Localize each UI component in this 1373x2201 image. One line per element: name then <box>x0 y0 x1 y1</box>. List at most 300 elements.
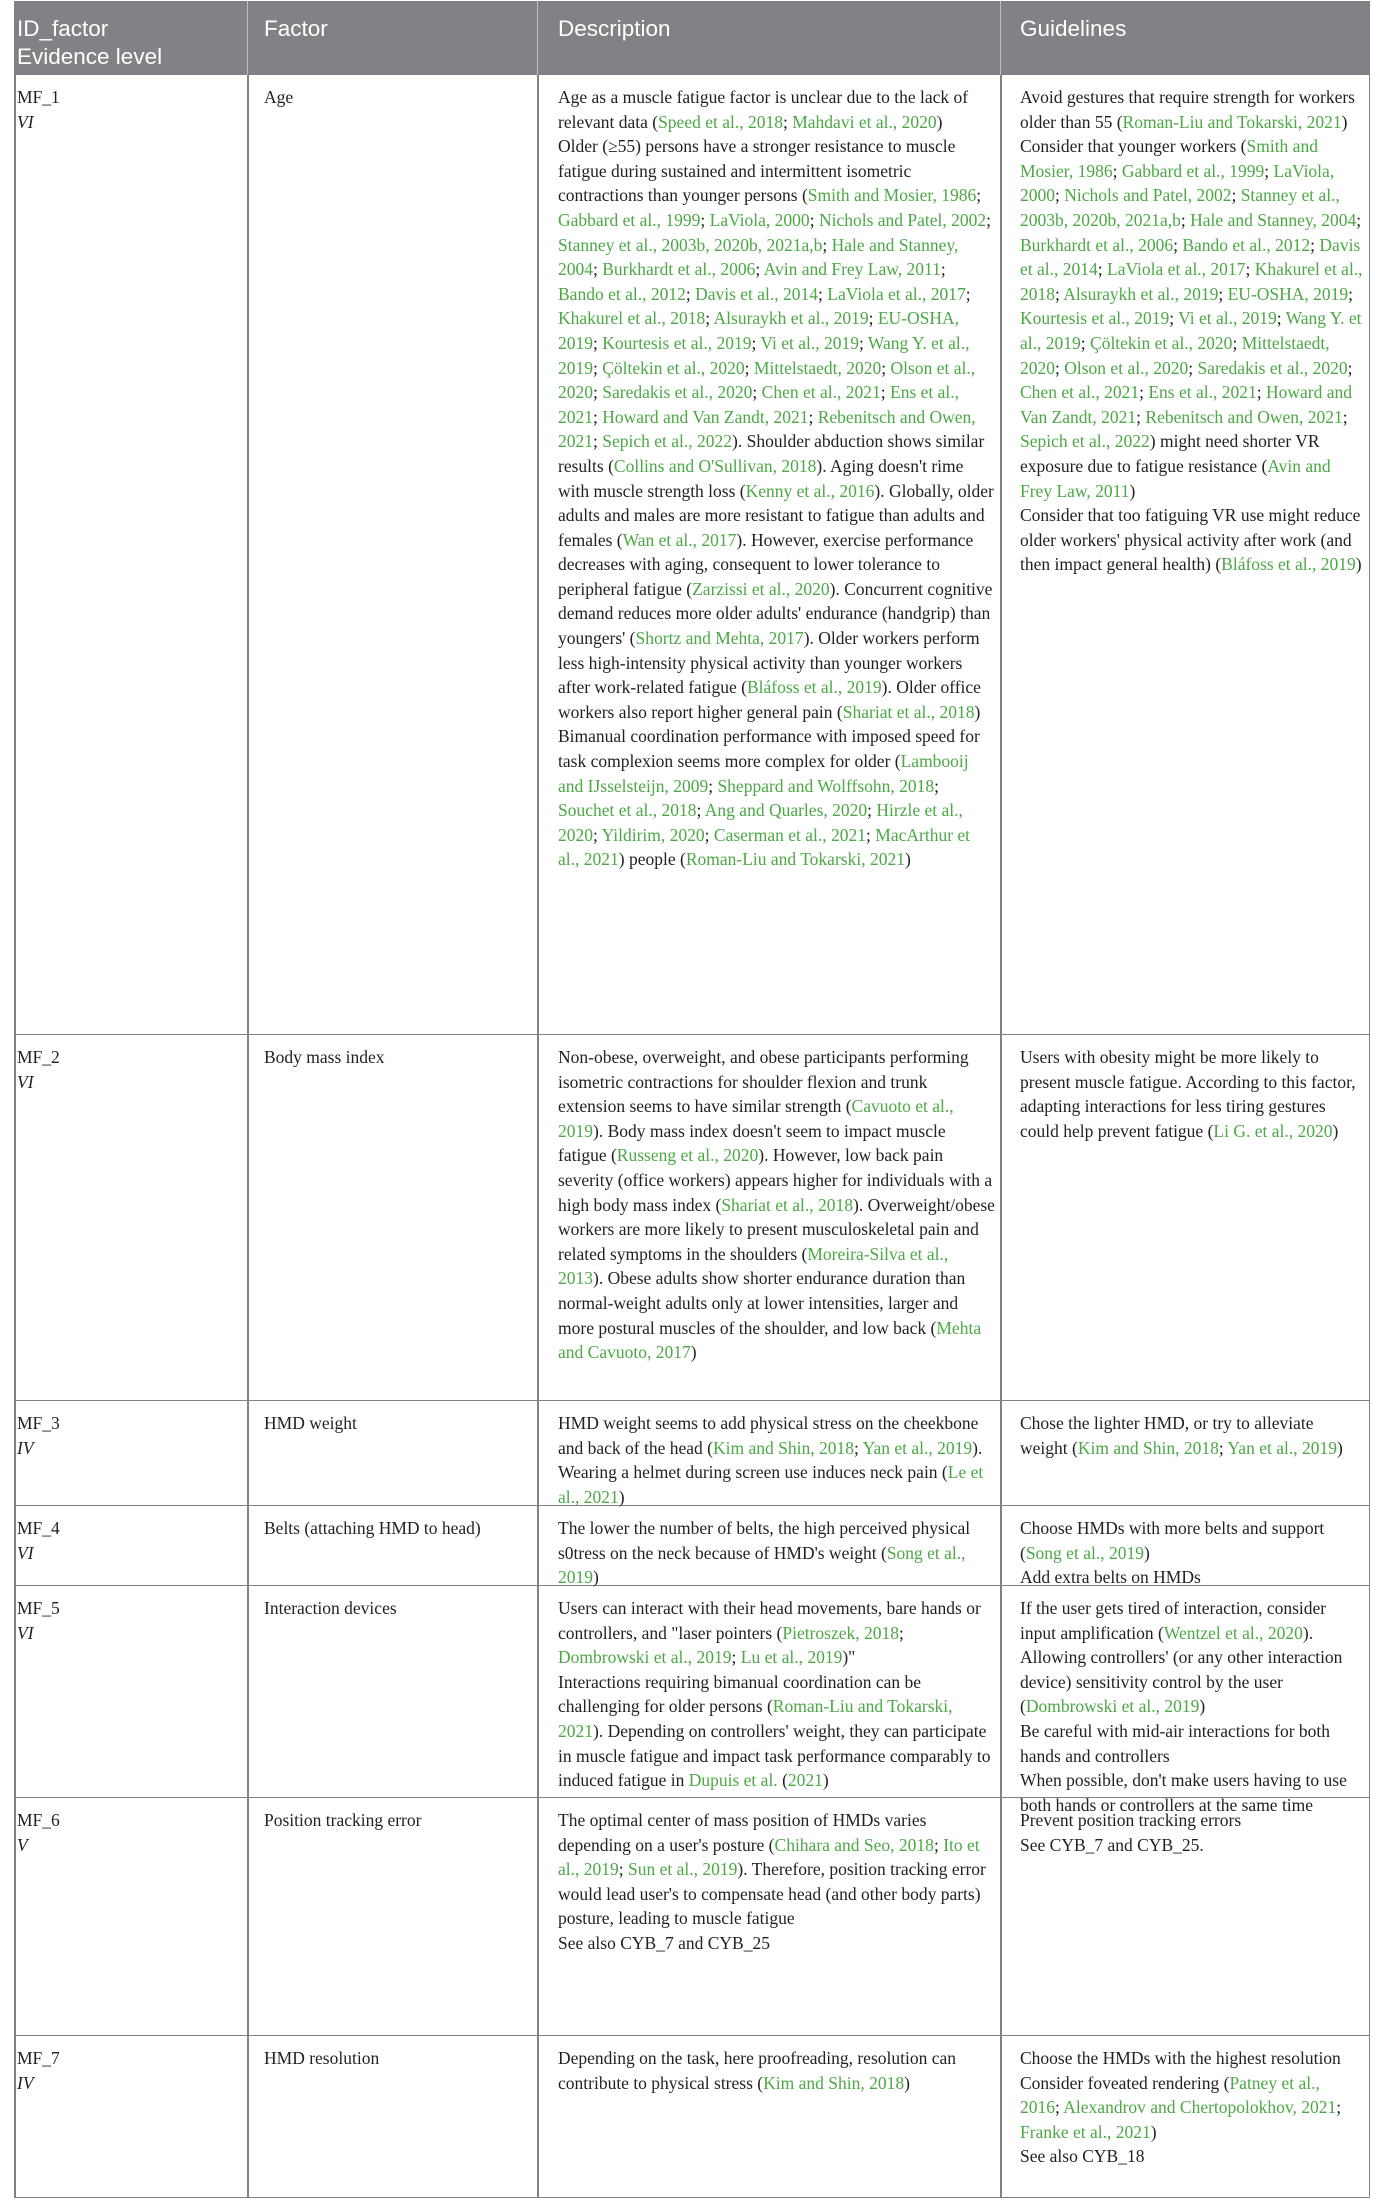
citation-link[interactable]: Russeng et al., 2020 <box>616 1145 759 1166</box>
description-cell <box>538 1586 1001 1793</box>
text-run: The optimal center of mass position of HMDs varies depending on a user's posture ( <box>558 1810 927 1855</box>
text-run: ) <box>974 701 981 722</box>
text-run: ) <box>690 1342 697 1363</box>
citation-link[interactable]: Kourtesis et al., 2019 <box>1020 308 1170 329</box>
citation-link[interactable]: Bando et al., 2012 <box>558 283 686 304</box>
paragraph <box>1020 1596 1364 1645</box>
text-run: See also CYB_7 and CYB_25 <box>558 1932 770 1953</box>
text-run: Consider that too fatiguing VR use might reduce older workers' physical activity after work (and then impact general health) ( <box>1020 505 1361 575</box>
citation-link[interactable]: Vi et al., 2019 <box>760 332 859 353</box>
text-run: ; <box>1310 234 1320 255</box>
citation-link[interactable]: Kourtesis et al., 2019 <box>602 332 752 353</box>
table-row <box>14 2036 1370 2198</box>
text-run: ). Obese adults show shorter endurance duration than normal-weight adults only at lower intensities, larger and more postural muscles of the shoulder, and low back ( <box>558 1268 966 1338</box>
text-run: ( <box>777 1770 788 1791</box>
id-cell <box>14 1401 248 1460</box>
citation-link[interactable]: Lu et al., 2019 <box>740 1647 843 1668</box>
text-run: ; <box>593 431 603 452</box>
citation-link[interactable]: Çöltekin et al., 2020 <box>602 357 745 378</box>
guidelines-cell <box>1001 1798 1370 1857</box>
table-row <box>14 1506 1370 1586</box>
description-cell <box>538 1401 1001 1509</box>
text-run: ). However, exercise performance decreases with aging, consequent to lower tolerance to peripheral fatigue ( <box>558 529 974 599</box>
evidence-level: IV <box>17 2072 34 2093</box>
paragraph <box>558 1411 995 1509</box>
text-run: ). <box>1302 1622 1314 1643</box>
table-row <box>14 1035 1370 1401</box>
paragraph <box>1020 2046 1364 2071</box>
citation-link[interactable]: Nichols and Patel, 2002 <box>818 209 987 230</box>
column-divider <box>1000 75 1002 1034</box>
citation-link[interactable]: Gabbard et al., 1999 <box>1121 160 1265 181</box>
text-run: Choose HMDs with more belts and support ( <box>1020 1518 1325 1563</box>
paragraph <box>1020 1833 1364 1858</box>
citation-link[interactable]: Patney et al., 2016 <box>1020 2072 1320 2118</box>
text-run: ) <box>1150 2121 1157 2142</box>
column-divider <box>247 1035 249 1400</box>
text-run: ; <box>965 283 971 304</box>
citation-link[interactable]: Sheppard and Wolffsohn, 2018 <box>717 775 935 796</box>
text-run: ) <box>1332 1120 1339 1141</box>
text-run: ; <box>1218 1437 1228 1458</box>
text-run: ; <box>1169 308 1179 329</box>
citation-link[interactable]: Wentzel et al., 2020 <box>1163 1622 1303 1643</box>
citation-link[interactable]: Stanney et al., 2003b, 2020b, 2021a,b <box>558 234 823 255</box>
text-run: ; <box>940 259 946 280</box>
text-run: ) people ( <box>618 849 686 870</box>
text-run: ; <box>808 406 818 427</box>
text-run: Consider foveated rendering ( <box>1020 2072 1230 2093</box>
header-divider <box>1000 1 1001 75</box>
citation-link[interactable]: Rebenitsch and Owen, 2021 <box>558 406 976 452</box>
citation-link[interactable]: Hirzle et al., 2020 <box>558 800 963 845</box>
text-run: ; <box>752 382 762 403</box>
text-run: Choose the HMDs with the highest resolution <box>1020 2048 1341 2068</box>
citation-link[interactable]: Speed et al., 2018 <box>658 111 783 132</box>
citation-link[interactable]: Roman-Liu and Tokarski, 2021 <box>1122 111 1342 132</box>
text-run: ) <box>618 1486 625 1507</box>
citation-link[interactable]: Avin and Frey Law, 2011 <box>1020 455 1331 501</box>
id-cell <box>14 1506 248 1565</box>
citation-link[interactable]: Bláfoss et al., 2019 <box>1221 554 1356 575</box>
citation-link[interactable]: Ang and Quarles, 2020 <box>704 800 868 821</box>
citation-link[interactable]: Hale and Stanney, 2004 <box>558 234 959 280</box>
text-run: Chose the lighter HMD, or try to alleviate weight ( <box>1020 1413 1314 1458</box>
text-run: ). Therefore, position tracking error would lead user's to compensate head (and other body parts) posture, leading to muscle fatigue <box>558 1859 986 1929</box>
text-run: ; <box>1342 406 1348 427</box>
citation-link[interactable]: Ens et al., 2021 <box>558 382 960 427</box>
citation-link[interactable]: Chen et al., 2021 <box>761 382 881 403</box>
text-run: ; <box>818 283 828 304</box>
text-run: ) <box>1143 1542 1150 1563</box>
citation-link[interactable]: 2021 <box>787 1770 823 1791</box>
header-divider <box>537 1 538 75</box>
header-description: Description <box>538 1 1001 75</box>
citation-link[interactable]: Saredakis et al., 2020 <box>602 382 753 403</box>
text-run: ; <box>1188 357 1198 378</box>
factor-cell: Position tracking error <box>264 1810 422 1830</box>
paragraph <box>1020 1719 1364 1768</box>
text-run: ). Shoulder abduction shows similar results ( <box>558 431 985 476</box>
text-run: ; <box>704 824 714 845</box>
text-run: When possible, don't make users having to use both hands or controllers at the same time <box>1020 1770 1347 1815</box>
citation-link[interactable]: Pietroszek, 2018 <box>782 1622 900 1643</box>
text-run: ; <box>1245 259 1255 280</box>
text-run: ; <box>1139 382 1149 403</box>
citation-link[interactable]: Davis et al., 2014 <box>1020 234 1361 280</box>
citation-link[interactable]: Dombrowski et al., 2019 <box>558 1647 732 1668</box>
citation-link[interactable]: Mittelstaedt, 2020 <box>1020 332 1330 378</box>
text-run: ). Older office workers also report higher general pain ( <box>558 677 981 722</box>
text-run: ). Aging doesn't rime with muscle strength loss ( <box>558 455 964 501</box>
citation-link[interactable]: Gabbard et al., 1999 <box>558 209 701 230</box>
factor-cell: Belts (attaching HMD to head) <box>264 1518 481 1538</box>
column-divider <box>1000 1586 1002 1797</box>
citation-link[interactable]: Lambooij and IJsselsteijn, 2009 <box>558 751 969 796</box>
header-id-label: ID_factor <box>17 16 109 41</box>
column-divider <box>1000 1401 1002 1505</box>
citation-link[interactable]: Saredakis et al., 2020 <box>1197 357 1348 378</box>
text-run: ; <box>1256 382 1266 403</box>
description-cell <box>538 2036 1001 2095</box>
citation-link[interactable]: Sun et al., 2019 <box>628 1859 738 1880</box>
citation-link[interactable]: Roman-Liu and Tokarski, 2021 <box>685 849 905 870</box>
description-cell <box>538 75 1001 872</box>
text-run: ; <box>700 209 710 230</box>
citation-link[interactable]: Li G. et al., 2020 <box>1213 1120 1333 1141</box>
citation-link[interactable]: Shariat et al., 2018 <box>721 1194 854 1215</box>
paragraph <box>1020 2071 1364 2145</box>
paragraph <box>1020 1045 1364 1143</box>
column-divider <box>537 75 539 1034</box>
text-run: ). Older workers perform less high-intensity physical activity than younger workers after work-related fatigue ( <box>558 628 980 698</box>
header-evidence-label: Evidence level <box>17 44 163 69</box>
citation-link[interactable]: LaViola et al., 2017 <box>827 283 966 304</box>
text-run: ; <box>1276 308 1286 329</box>
paragraph <box>558 1045 995 1365</box>
factor-id: MF_1 <box>17 87 60 107</box>
text-run: ). Depending on controllers' weight, they can participate in muscle fatigue and impact task performance comparably to induced fatigue in <box>558 1720 991 1791</box>
citation-link[interactable]: Zarzissi et al., 2020 <box>692 578 830 599</box>
text-run: ; <box>1218 283 1228 304</box>
guidelines-cell <box>1001 1401 1370 1460</box>
table-row <box>14 75 1370 1035</box>
citation-link[interactable]: Burkhardt et al., 2006 <box>602 259 756 280</box>
text-run: ; <box>1336 2097 1342 2118</box>
evidence-level: IV <box>17 1437 34 1458</box>
text-run: ; <box>1097 259 1108 280</box>
citation-link[interactable]: Le et al., 2021 <box>558 1462 984 1507</box>
citation-link[interactable]: Avin and Frey Law, 2011 <box>763 259 941 280</box>
citation-link[interactable]: Alsuraykh et al., 2019 <box>713 308 869 329</box>
table-row <box>14 1586 1370 1815</box>
citation-link[interactable]: Burkhardt et al., 2006 <box>1020 234 1174 255</box>
column-divider <box>537 1401 539 1505</box>
citation-link[interactable]: Yan et al., 2019 <box>1227 1437 1337 1458</box>
citation-link[interactable]: Chen et al., 2021 <box>1020 382 1140 403</box>
id-cell <box>14 2036 248 2095</box>
paragraph <box>558 2046 995 2095</box>
text-run: ; <box>881 357 891 378</box>
paragraph <box>558 1670 995 1793</box>
citation-link[interactable]: Kim and Shin, 2018 <box>713 1437 854 1458</box>
citation-link[interactable]: Vi et al., 2019 <box>1178 308 1277 329</box>
text-run: ; <box>593 357 603 378</box>
text-run: See CYB_7 and CYB_25. <box>1020 1834 1204 1855</box>
column-divider <box>247 1506 249 1585</box>
citation-link[interactable]: Kim and Shin, 2018 <box>1077 1437 1219 1458</box>
citation-link[interactable]: Kim and Shin, 2018 <box>763 2072 905 2093</box>
column-divider <box>537 1586 539 1797</box>
text-run: ; <box>867 800 877 821</box>
factor-cell: Age <box>264 87 294 107</box>
paragraph <box>558 1931 995 1956</box>
factor-id: MF_5 <box>17 1598 60 1618</box>
text-run: ). Globally, older adults and males are more resistant to fatigue than adults and females ( <box>558 480 994 550</box>
guidelines-cell <box>1001 1506 1370 1590</box>
text-run: ) <box>1199 1696 1206 1717</box>
text-run: ; <box>1232 332 1242 353</box>
column-divider <box>1000 1506 1002 1585</box>
citation-link[interactable]: Bando et al., 2012 <box>1182 234 1311 255</box>
text-run: ; <box>1136 406 1146 427</box>
text-run: See also CYB_18 <box>1020 2146 1145 2167</box>
text-run: ; <box>744 357 754 378</box>
text-run: If the user gets tired of interaction, consider input amplification ( <box>1020 1598 1327 1643</box>
citation-link[interactable]: Khakurel et al., 2018 <box>1020 259 1363 304</box>
guidelines-cell <box>1001 2036 1370 2169</box>
citation-link[interactable]: Stanney et al., 2003b, 2020b, 2021a,b <box>1020 185 1340 230</box>
text-run: Avoid gestures that require strength for workers older than 55 ( <box>1020 87 1355 132</box>
text-run: ; <box>755 259 764 280</box>
text-run: ). Body mass index doesn't seem to impact muscle fatigue ( <box>558 1120 946 1166</box>
factor-cell: HMD resolution <box>264 2048 380 2068</box>
text-run: ; <box>1356 209 1362 230</box>
citation-link[interactable]: Shortz and Mehta, 2017 <box>635 628 804 649</box>
text-run: ; <box>934 775 940 796</box>
column-divider <box>247 2036 249 2197</box>
paragraph <box>1020 1645 1364 1719</box>
citation-link[interactable]: Dombrowski et al., 2019 <box>1025 1696 1200 1717</box>
paragraph <box>558 1808 995 1931</box>
citation-link[interactable]: Wang Y. et al., 2019 <box>558 332 970 378</box>
text-run: ) <box>1355 554 1362 575</box>
text-run: ; <box>1055 357 1065 378</box>
paragraph <box>1020 134 1364 503</box>
citation-link[interactable]: Howard and Van Zandt, 2021 <box>1020 382 1352 427</box>
citation-link[interactable]: Shariat et al., 2018 <box>842 701 975 722</box>
text-run: ) <box>822 1770 829 1791</box>
text-run: Bimanual coordination performance with imposed speed for task complexion seems more complex for older ( <box>558 726 980 772</box>
paragraph <box>558 1596 995 1670</box>
text-run: ) <box>1129 480 1136 501</box>
citation-link[interactable]: Wang Y. et al., 2019 <box>1020 308 1362 353</box>
factor-id: MF_6 <box>17 1810 60 1830</box>
paragraph <box>558 724 995 872</box>
factor-id: MF_3 <box>17 1413 60 1433</box>
citation-link[interactable]: Howard and Van Zandt, 2021 <box>602 406 809 427</box>
factor-cell: HMD weight <box>264 1413 357 1433</box>
header-guidelines: Guidelines <box>1001 1 1370 75</box>
text-run: Depending on the task, here proofreading, resolution can contribute to physical stress ( <box>558 2048 956 2093</box>
citation-link[interactable]: LaViola, 2000 <box>1020 160 1335 206</box>
text-run: ) might need shorter VR exposure due to fatigue resistance ( <box>1020 431 1320 476</box>
citation-link[interactable]: LaViola et al., 2017 <box>1107 259 1246 280</box>
header-factor: Factor <box>248 1 538 75</box>
column-divider <box>1000 1035 1002 1400</box>
citation-link[interactable]: Wan et al., 2017 <box>622 529 737 550</box>
table-row <box>14 1798 1370 2036</box>
text-run: ; <box>708 775 718 796</box>
text-run: ; <box>1055 283 1064 304</box>
header-id-factor <box>14 1 248 75</box>
text-run: ; <box>899 1622 904 1643</box>
citation-link[interactable]: Song et al., 2019 <box>1025 1542 1144 1563</box>
paragraph <box>558 85 995 134</box>
evidence-level: VI <box>17 1622 34 1643</box>
guidelines-cell <box>1001 1586 1370 1817</box>
text-run: ; <box>853 1437 863 1458</box>
column-divider <box>537 1506 539 1585</box>
evidence-level: VI <box>17 1071 34 1092</box>
text-run: ; <box>1231 185 1241 206</box>
citation-link[interactable]: Alexandrov and Chertopolokhov, 2021 <box>1063 2097 1337 2118</box>
id-cell <box>14 1798 248 1857</box>
factor-id: MF_7 <box>17 2048 60 2068</box>
text-run: Prevent position tracking errors <box>1020 1810 1242 1830</box>
text-run: ; <box>593 824 602 845</box>
text-run: Users can interact with their head movements, bare hands or controllers, and "laser pointers ( <box>558 1598 981 1643</box>
citation-link[interactable]: Roman-Liu and Tokarski, 2021 <box>558 1696 953 1741</box>
text-run: Add extra belts on HMDs <box>1020 1567 1201 1588</box>
citation-link[interactable]: Rebenitsch and Owen, 2021 <box>1145 406 1343 427</box>
text-run: ). Wearing a helmet during screen use induces neck pain ( <box>558 1437 983 1483</box>
paragraph <box>1020 2144 1364 2169</box>
citation-link[interactable]: Kenny et al., 2016 <box>745 480 875 501</box>
text-run: ; <box>593 406 603 427</box>
citation-link[interactable]: Chihara and Seo, 2018 <box>774 1834 934 1855</box>
text-run: ; <box>751 332 761 353</box>
citation-link[interactable]: Dupuis et al. <box>688 1770 778 1791</box>
paragraph <box>1020 1808 1364 1833</box>
text-run: ; <box>809 209 819 230</box>
citation-link[interactable]: Mittelstaedt, 2020 <box>753 357 882 378</box>
text-run: ) <box>1341 111 1348 132</box>
text-run: ; <box>1348 283 1354 304</box>
citation-link[interactable]: Souchet et al., 2018 <box>558 800 697 821</box>
citation-link[interactable]: Smith and Mosier, 1986 <box>807 185 977 206</box>
text-run: ; <box>858 332 868 353</box>
text-run: ). Overweight/obese workers are more likely to present musculoskeletal pain and related symptoms in the shoulders ( <box>558 1194 995 1264</box>
citation-link[interactable]: Ens et al., 2021 <box>1148 382 1257 403</box>
citation-link[interactable]: Song et al., 2019 <box>558 1542 966 1588</box>
paragraph <box>1020 1411 1364 1460</box>
text-run: ; <box>1264 160 1274 181</box>
citation-link[interactable]: EU-OSHA, 2019 <box>558 308 960 353</box>
citation-link[interactable]: Davis et al., 2014 <box>695 283 819 304</box>
text-run: ; <box>1080 332 1091 353</box>
citation-link[interactable]: Nichols and Patel, 2002 <box>1064 185 1232 206</box>
description-cell <box>538 1506 1001 1590</box>
citation-link[interactable]: Caserman et al., 2021 <box>713 824 867 845</box>
citation-link[interactable]: MacArthur et al., 2021 <box>558 824 971 870</box>
citation-link[interactable]: Smith and Mosier, 1986 <box>1020 136 1318 181</box>
column-divider <box>247 1586 249 1797</box>
paragraph <box>1020 503 1364 577</box>
text-run: The lower the number of belts, the high perceived physical s0tress on the neck because of HMD's weight ( <box>558 1518 971 1563</box>
evidence-level: VI <box>17 111 34 132</box>
text-run: ; <box>1055 185 1065 206</box>
citation-link[interactable]: Yildirim, 2020 <box>601 824 705 845</box>
factor-cell: Body mass index <box>264 1047 385 1067</box>
text-run: ; <box>880 382 890 403</box>
column-divider <box>247 75 249 1034</box>
text-run: ; <box>782 111 793 132</box>
citation-link[interactable]: Olson et al., 2020 <box>1064 357 1189 378</box>
citation-link[interactable]: Çöltekin et al., 2020 <box>1090 332 1233 353</box>
citation-link[interactable]: Ito et al., 2019 <box>558 1834 980 1880</box>
citation-link[interactable]: EU-OSHA, 2019 <box>1227 283 1349 304</box>
text-run: ) <box>593 1567 599 1588</box>
paragraph <box>558 134 995 724</box>
text-run: ) <box>904 2072 910 2093</box>
text-run: ; <box>868 308 878 329</box>
citation-link[interactable]: Moreira-Silva et al., 2013 <box>558 1243 949 1289</box>
text-run: ; <box>1347 357 1353 378</box>
column-divider <box>247 1798 249 2035</box>
citation-link[interactable]: Sepich et al., 2022 <box>1020 431 1150 452</box>
citation-link[interactable]: Sepich et al., 2022 <box>602 431 733 452</box>
citation-link[interactable]: Mehta and Cavuoto, 2017 <box>558 1317 982 1363</box>
citation-link[interactable]: Yan et al., 2019 <box>862 1437 973 1458</box>
citation-link[interactable]: Olson et al., 2020 <box>558 357 976 403</box>
text-run: Age as a muscle fatigue factor is unclear due to the lack of relevant data ( <box>558 87 969 132</box>
citation-link[interactable]: Franke et al., 2021 <box>1020 2121 1151 2142</box>
text-run: ; <box>1173 234 1183 255</box>
column-divider <box>1000 2036 1002 2197</box>
guidelines-cell <box>1001 75 1370 577</box>
description-cell <box>538 1798 1001 1956</box>
citation-link[interactable]: Collins and O'Sullivan, 2018 <box>613 455 817 476</box>
text-run: ; <box>1055 2097 1064 2118</box>
evidence-level: V <box>17 1834 28 1855</box>
text-run: ; <box>731 1647 741 1668</box>
text-run: ; <box>976 185 982 206</box>
column-divider <box>537 1798 539 2035</box>
text-run: ) <box>936 111 943 132</box>
text-run: Allowing controllers' (or any other interaction device) sensitivity control by the user ( <box>1020 1647 1343 1717</box>
citation-link[interactable]: Mahdavi et al., 2020 <box>792 111 937 132</box>
citation-link[interactable]: Bláfoss et al., 2019 <box>747 677 882 698</box>
citation-link[interactable]: Alsuraykh et al., 2019 <box>1063 283 1219 304</box>
column-divider <box>537 1035 539 1400</box>
table <box>14 1 1370 2198</box>
text-run: ). Concurrent cognitive demand reduces more older adults' endurance (handgrip) than youngers' ( <box>558 578 993 649</box>
citation-link[interactable]: Khakurel et al., 2018 <box>558 308 706 329</box>
text-run: ; <box>593 259 603 280</box>
citation-link[interactable]: Cavuoto et al., 2019 <box>558 1096 954 1141</box>
paragraph <box>558 1516 995 1590</box>
guidelines-cell <box>1001 1035 1370 1143</box>
citation-link[interactable]: LaViola, 2000 <box>709 209 810 230</box>
citation-link[interactable]: Hale and Stanney, 2004 <box>1190 209 1357 230</box>
text-run: ; <box>986 209 992 230</box>
text-run: ; <box>1180 209 1191 230</box>
text-run: ; <box>1112 160 1122 181</box>
text-run: Be careful with mid-air interactions for both hands and controllers <box>1020 1720 1331 1766</box>
factor-id: MF_4 <box>17 1518 60 1538</box>
evidence-level: VI <box>17 1542 34 1563</box>
